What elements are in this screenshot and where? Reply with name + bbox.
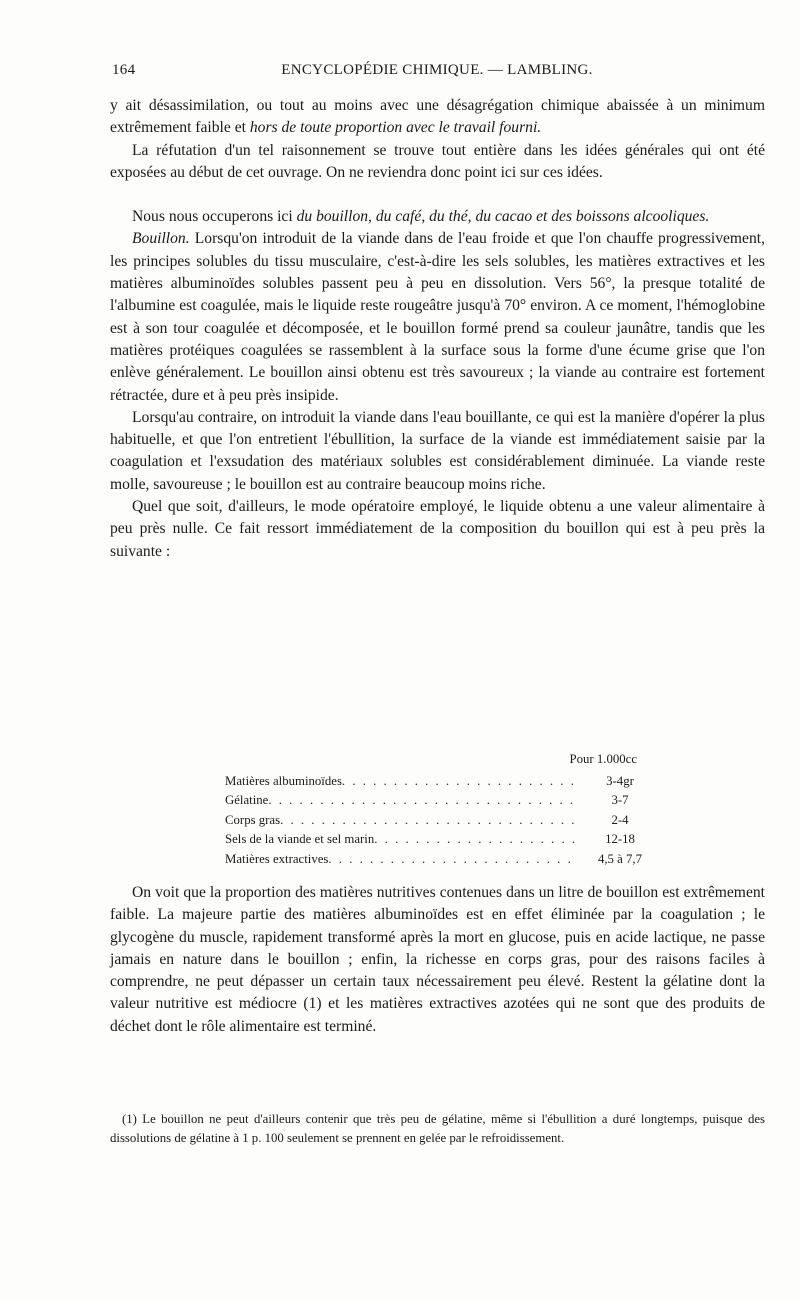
running-title: ENCYCLOPÉDIE CHIMIQUE. — LAMBLING. — [281, 62, 593, 78]
paragraph-2: La réfutation d'un tel raisonnement se trouve tout entière dans les idées générales qui ont été exposées au début de cet ouvrage. On ne reviendra donc point ici sur ces idées. — [110, 141, 765, 181]
leader-dots — [342, 772, 575, 792]
paragraph-5: Lorsqu'au contraire, on introduit la viande dans l'eau bouillante, ce qui est la manière d'opérer la plus habituelle, et que l'on entretient l'ébullition, la surface de la viande est immédiatement saisie par la coagulation et l'exsudation des matériaux solubles est considérablement diminuée. La viande reste molle, savoureuse ; le bouillon est au contraire beaucoup moins riche. — [110, 408, 765, 493]
row-value: 3-4gr — [606, 773, 634, 788]
main-text-upper — [110, 95, 765, 563]
row-value: 4,5 à 7,7 — [597, 851, 643, 866]
paragraph-7: On voit que la proportion des matières nutritives contenues dans un litre de bouillon est extrêmement faible. La majeure partie des matières albuminoïdes est en effet éliminée par la coagulation ; le glycogène du muscle, rapidement transformé après la mort en glucose, puis en acide lactique, ne passe jamais en nature dans le bouillon ; enfin, la richesse en corps gras, pour des raisons faciles à comprendre, ne peut dépasser un certain taux nécessairement peu élevé. Restent la gélatine dont la valeur nutritive est médiocre (1) et les matières extractives azotées qui ne sont que des produits de déchet dont le rôle alimentaire est terminé. — [110, 884, 765, 1035]
table-row — [225, 772, 665, 792]
table-row — [225, 830, 665, 850]
leader-dots — [268, 791, 575, 811]
row-value: 12-18 — [605, 832, 635, 846]
main-text-lower — [110, 882, 765, 1038]
row-label: Sels de la viande et sel marin — [225, 832, 375, 846]
paragraph-3: Nous nous occuperons ici du bouillon, du café, du thé, du cacao et des boissons alcooliques. — [132, 208, 710, 226]
row-label: Matières extractives — [225, 851, 329, 866]
paragraph-bouillon: Bouillon. Lorsqu'on introduit de la viande dans de l'eau froide et que l'on chauffe progressivement, les principes solubles du tissu musculaire, c'est-à-dire les sels solubles, les matières extractives et les matières albuminoïdes solubles passent peu à peu en dissolution. Vers 56°, la presque totalité de l'albumine est coagulée, mais le liquide reste rougeâtre jusqu'à 70° environ. A ce moment, l'hémoglobine est à son tour coagulée et décomposée, et le bouillon formé prend sa couleur jaunâtre, tandis que les matières protéiques coagulées se rassemblent à la surface sous la forme d'une écume grise que l'on enlève généralement. Le bouillon ainsi obtenu est très savoureux ; la viande au contraire est fortement rétractée, dure et à peu près insipide. — [110, 230, 765, 404]
footnote — [110, 1110, 765, 1148]
row-label: Matières albuminoïdes — [225, 773, 342, 788]
paragraph-6: Quel que soit, d'ailleurs, le mode opératoire employé, le liquide obtenu a une valeur alimentaire à peu près nulle. Ce fait ressort immédiatement de la composition du bouillon qui est à peu près la suivante : — [110, 498, 765, 560]
paragraph-1: y ait désassimilation, ou tout au moins avec une désagrégation chimique abaissée à un minimum extrêmement faible et hors de toute proportion avec le travail fourni. — [110, 97, 765, 137]
running-header — [112, 62, 762, 84]
leader-dots — [328, 850, 575, 870]
page-number: 164 — [112, 62, 136, 78]
table-row — [225, 791, 665, 811]
row-value: 3-7 — [611, 793, 629, 807]
composition-table — [225, 750, 665, 869]
row-label: Gélatine — [225, 793, 269, 807]
leader-dots — [280, 811, 575, 831]
row-label: Corps gras — [225, 812, 281, 827]
table-column-header: Pour 1.000cc — [569, 752, 637, 766]
footnote-text: (1) Le bouillon ne peut d'ailleurs contenir que très peu de gélatine, même si l'ébullition a duré longtemps, puisque des dissolutions de gélatine à 1 p. 100 seulement se prennent en gelée par le refroidissement. — [110, 1112, 765, 1145]
table-row — [225, 811, 665, 831]
leader-dots — [374, 830, 575, 850]
row-value: 2-4 — [611, 812, 629, 827]
table-row — [225, 850, 665, 870]
